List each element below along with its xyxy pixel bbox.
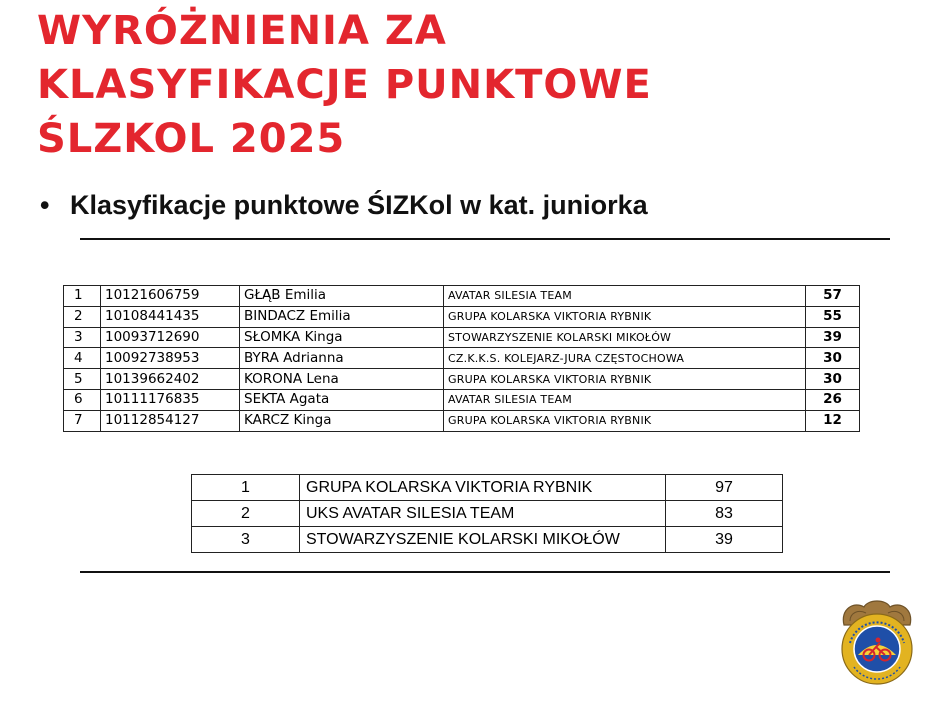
table-row [64, 306, 860, 327]
rider-name-cell: KARCZ Kinga [240, 410, 444, 431]
table-row [64, 348, 860, 369]
rank-cell: 3 [64, 327, 101, 348]
cycling-association-logo-icon [836, 595, 918, 687]
rank-cell: 7 [64, 410, 101, 431]
rank-cell: 2 [192, 501, 300, 527]
rank-cell: 2 [64, 306, 101, 327]
rider-name-cell: KORONA Lena [240, 369, 444, 390]
bullet-point: • [40, 190, 50, 220]
rank-cell: 1 [64, 286, 101, 307]
points-cell: 83 [666, 501, 783, 527]
points-cell: 26 [806, 389, 860, 410]
points-cell: 39 [666, 527, 783, 553]
points-cell: 12 [806, 410, 860, 431]
club-cell: GRUPA KOLARSKA VIKTORIA RYBNIK [444, 306, 806, 327]
club-cell: CZ.K.K.S. KOLEJARZ-JURA CZĘSTOCHOWA [444, 348, 806, 369]
rider-name-cell: BYRA Adrianna [240, 348, 444, 369]
club-cell: STOWARZYSZENIE KOLARSKI MIKOŁÓW [300, 527, 666, 553]
club-cell: UKS AVATAR SILESIA TEAM [300, 501, 666, 527]
title-line-1: WYRÓŻNIENIA ZA [37, 8, 447, 54]
license-cell: 10093712690 [101, 327, 240, 348]
table-row [192, 475, 783, 501]
rank-cell: 6 [64, 389, 101, 410]
page-title [37, 4, 652, 166]
individual-ranking-table [63, 285, 860, 432]
rider-name-cell: SEKTA Agata [240, 389, 444, 410]
points-cell: 30 [806, 348, 860, 369]
license-cell: 10139662402 [101, 369, 240, 390]
table-row [64, 369, 860, 390]
points-cell: 39 [806, 327, 860, 348]
club-cell: GRUPA KOLARSKA VIKTORIA RYBNIK [444, 410, 806, 431]
points-cell: 55 [806, 306, 860, 327]
club-cell: STOWARZYSZENIE KOLARSKI MIKOŁÓW [444, 327, 806, 348]
section-heading-text: Klasyfikacje punktowe ŚIZKol w kat. juniorka [70, 190, 648, 220]
license-cell: 10111176835 [101, 389, 240, 410]
rider-name-cell: SŁOMKA Kinga [240, 327, 444, 348]
rank-cell: 5 [64, 369, 101, 390]
title-line-2: KLASYFIKACJE PUNKTOWE [37, 62, 652, 108]
title-line-3: ŚLZKOL 2025 [37, 116, 346, 162]
rider-name-cell: BINDACZ Emilia [240, 306, 444, 327]
section-heading [40, 190, 648, 221]
bottom-divider [80, 571, 890, 573]
team-ranking-table [191, 474, 783, 553]
license-cell: 10112854127 [101, 410, 240, 431]
license-cell: 10121606759 [101, 286, 240, 307]
rank-cell: 3 [192, 527, 300, 553]
points-cell: 30 [806, 369, 860, 390]
table-row [64, 327, 860, 348]
table-row [192, 501, 783, 527]
rank-cell: 1 [192, 475, 300, 501]
license-cell: 10108441435 [101, 306, 240, 327]
club-cell: AVATAR SILESIA TEAM [444, 389, 806, 410]
top-divider [80, 238, 890, 240]
license-cell: 10092738953 [101, 348, 240, 369]
table-row [64, 410, 860, 431]
club-cell: AVATAR SILESIA TEAM [444, 286, 806, 307]
points-cell: 97 [666, 475, 783, 501]
points-cell: 57 [806, 286, 860, 307]
table-row [192, 527, 783, 553]
club-cell: GRUPA KOLARSKA VIKTORIA RYBNIK [300, 475, 666, 501]
table-row [64, 389, 860, 410]
table-row [64, 286, 860, 307]
club-cell: GRUPA KOLARSKA VIKTORIA RYBNIK [444, 369, 806, 390]
rank-cell: 4 [64, 348, 101, 369]
rider-name-cell: GŁĄB Emilia [240, 286, 444, 307]
